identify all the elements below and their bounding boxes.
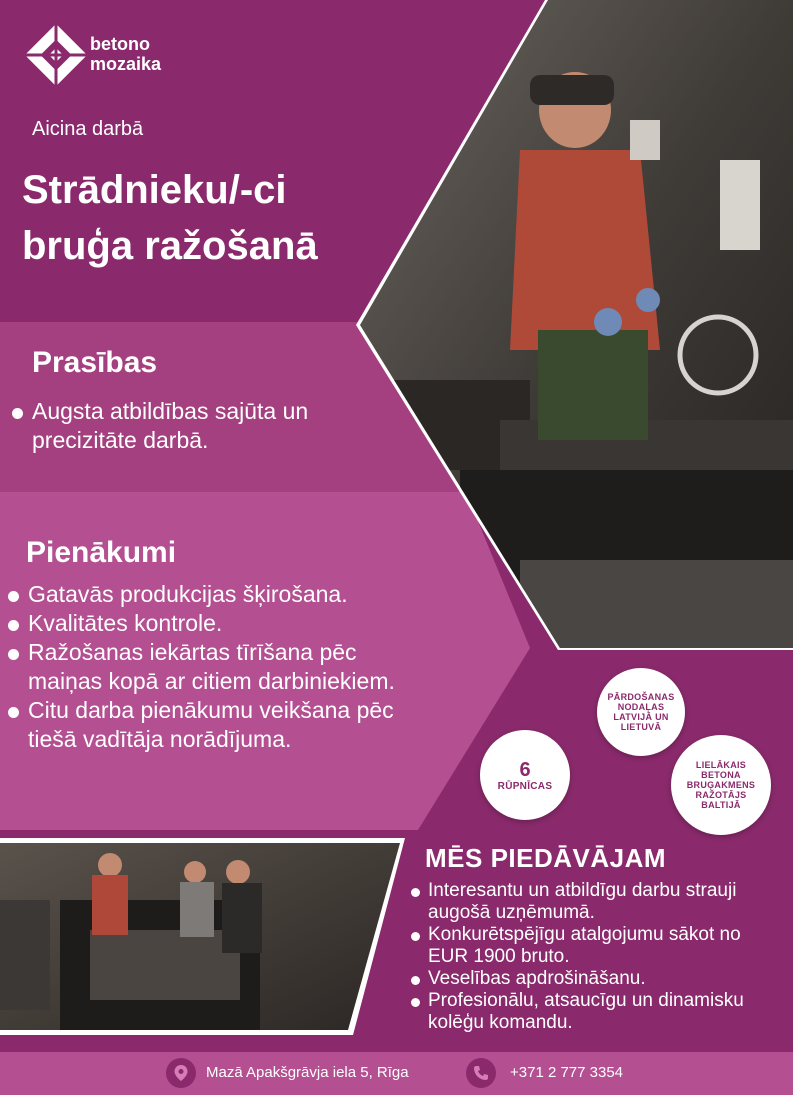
logo-line-1: betono: [90, 34, 150, 54]
duties-item: Gatavās produkcijas šķirošana.: [4, 580, 434, 609]
offer-list: [408, 880, 778, 1034]
phone-number[interactable]: +371 2 777 3354: [510, 1064, 624, 1081]
contact-footer: [0, 1052, 793, 1095]
title-line-1: Strādnieku/-ci: [22, 168, 287, 212]
factories-badge: [480, 730, 570, 820]
requirements-list: [8, 397, 388, 455]
job-title: [22, 162, 318, 274]
duties-item: Kvalitātes kontrole.: [4, 609, 434, 638]
requirements-heading: Prasības: [32, 346, 158, 379]
factories-count: 6: [519, 758, 531, 781]
title-line-2: bruģa ražošanā: [22, 224, 318, 268]
sales-offices-badge: [597, 668, 685, 756]
largest-producer-label: LIELĀKAIS BETONA BRUĢAKMENS RAŽOTĀJS BALTIJĀ: [686, 760, 756, 810]
intro-text: Aicina darbā: [32, 118, 144, 140]
offer-item: Profesionālu, atsaucīgu un dinamisku kolēģu komandu.: [408, 990, 778, 1034]
offer-item: Interesantu un atbildīgu darbu strauji augošā uzņēmumā.: [408, 880, 778, 924]
brand-logo: [90, 34, 161, 74]
sales-offices-label: PĀRDOŠANAS NODAĻAS LATVIJĀ UN LIETUVĀ: [607, 692, 675, 732]
location-pin-icon: [166, 1058, 196, 1088]
team-working-photo: [0, 843, 400, 1030]
duties-heading: Pienākumi: [26, 536, 177, 569]
requirements-item: Augsta atbildības sajūta un precizitāte darbā.: [8, 397, 388, 455]
offer-item: Konkurētspējīgu atalgojumu sākot no EUR 1900 bruto.: [408, 924, 778, 968]
logo-line-2: mozaika: [90, 54, 162, 74]
factories-label: RŪPNĪCAS: [497, 780, 553, 792]
phone-icon[interactable]: [466, 1058, 496, 1088]
largest-producer-badge: [671, 735, 771, 835]
duties-item: Ražošanas iekārtas tīrīšana pēc maiņas kopā ar citiem darbiniekiem.: [4, 638, 434, 696]
duties-list: [4, 580, 434, 754]
offer-heading: MĒS PIEDĀVĀJAM: [425, 843, 667, 873]
address-text: Mazā Apakšgrāvja iela 5, Rīga: [206, 1064, 409, 1081]
duties-item: Citu darba pienākumu veikšana pēc tiešā vadītāja norādījuma.: [4, 696, 434, 754]
offer-item: Veselības apdrošināšanu.: [408, 968, 778, 990]
